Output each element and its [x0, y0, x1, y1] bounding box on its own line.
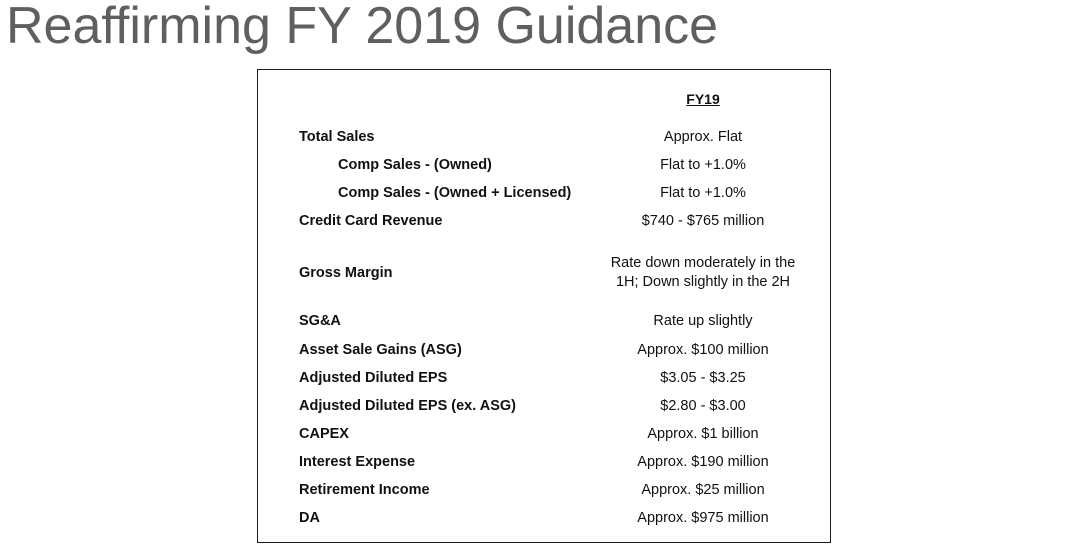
table-row: [258, 311, 830, 331]
row-label: Total Sales: [299, 129, 375, 145]
row-value: Approx. $100 million: [637, 341, 769, 358]
row-value: Approx. $190 million: [637, 453, 769, 470]
row-label: Asset Sale Gains (ASG): [299, 342, 462, 358]
row-value: Approx. $1 billion: [647, 425, 759, 442]
table-row: [258, 368, 830, 388]
row-value: $740 - $765 million: [641, 212, 765, 229]
row-label: Gross Margin: [299, 265, 393, 281]
table-row: [258, 340, 830, 360]
table-row: [258, 424, 830, 444]
row-label: Comp Sales - (Owned + Licensed): [338, 185, 572, 201]
table-row: [258, 183, 830, 203]
row-label: CAPEX: [299, 426, 349, 442]
row-label: Comp Sales - (Owned): [338, 157, 492, 173]
row-value: Approx. Flat: [663, 128, 743, 145]
table-row: [258, 508, 830, 528]
table-row: [258, 480, 830, 500]
row-label: Retirement Income: [299, 482, 430, 498]
row-value: Rate up slightly: [653, 312, 753, 329]
row-value: Flat to +1.0%: [660, 156, 746, 173]
table-row: [258, 452, 830, 472]
row-label: Adjusted Diluted EPS: [299, 370, 448, 386]
row-value: Approx. $25 million: [641, 481, 765, 498]
table-row: [258, 244, 830, 302]
row-value: Approx. $975 million: [637, 509, 769, 526]
column-header-fy19: FY19: [686, 91, 720, 107]
row-label: DA: [299, 510, 320, 526]
page-title: Reaffirming FY 2019 Guidance: [6, 0, 719, 55]
row-value: $3.05 - $3.25: [660, 369, 746, 386]
row-value: $2.80 - $3.00: [660, 397, 746, 414]
guidance-table: [257, 69, 831, 543]
table-row: [258, 127, 830, 147]
row-label: SG&A: [299, 313, 341, 329]
row-value: Rate down moderately in the 1H; Down slightly in the 2H: [610, 255, 796, 290]
table-row: [258, 155, 830, 175]
row-value: Flat to +1.0%: [660, 184, 746, 201]
table-row: [258, 211, 830, 231]
row-label: Interest Expense: [299, 454, 416, 470]
row-label: Credit Card Revenue: [299, 213, 443, 229]
row-label: Adjusted Diluted EPS (ex. ASG): [299, 398, 516, 414]
table-row: [258, 396, 830, 416]
